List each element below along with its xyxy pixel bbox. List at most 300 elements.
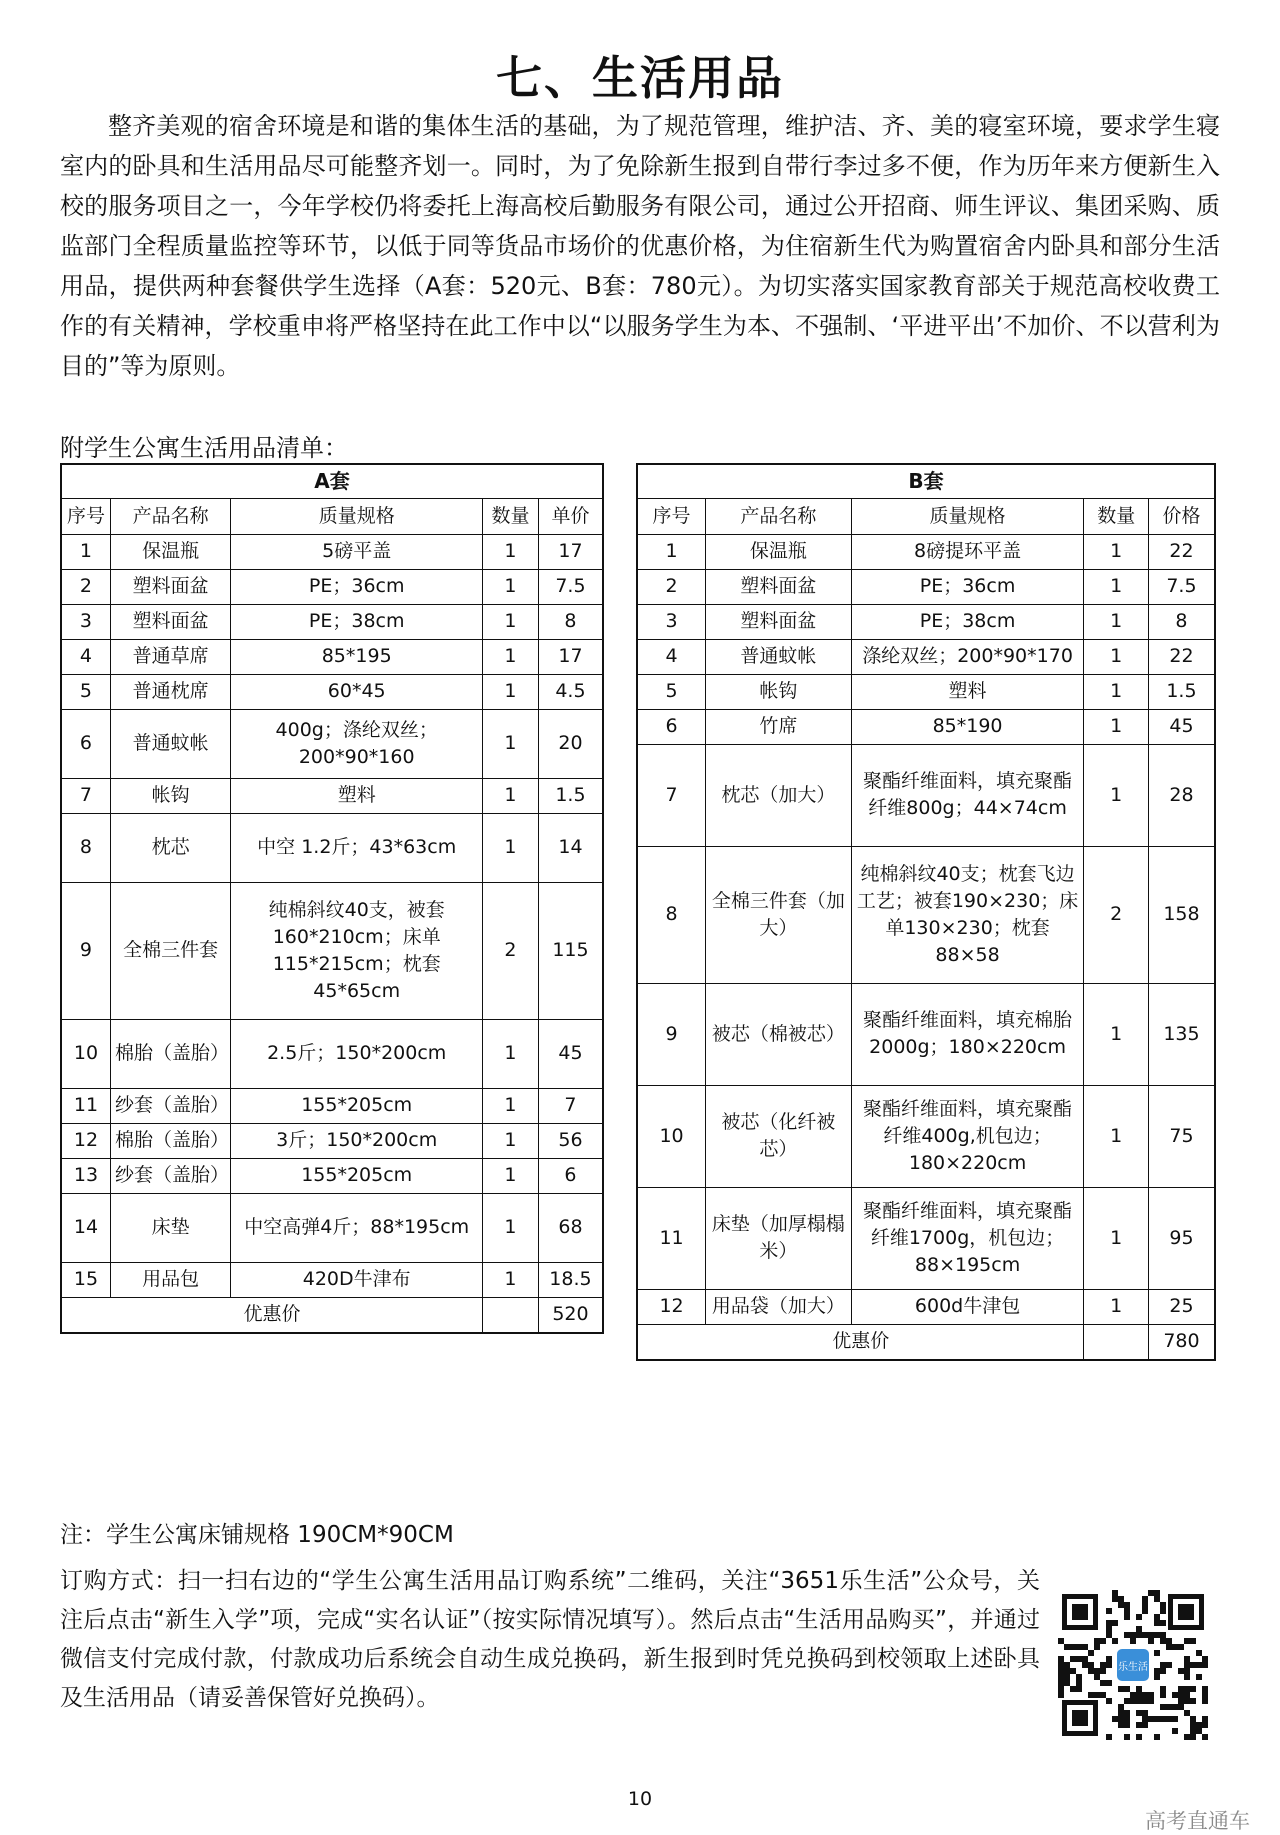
qr-module	[1088, 1668, 1094, 1674]
qr-module	[1082, 1662, 1088, 1668]
qr-module	[1190, 1698, 1196, 1704]
set-b-cell-name: 塑料面盆	[706, 604, 852, 639]
qr-module	[1088, 1650, 1094, 1656]
set-a-row	[61, 1262, 603, 1297]
set-a-row	[61, 1193, 603, 1262]
set-a-cell-spec: 85*195	[231, 639, 483, 674]
set-b-cell-qty: 1	[1084, 1085, 1148, 1187]
qr-center-logo	[1114, 1646, 1152, 1684]
set-b-cell-qty: 1	[1084, 1289, 1148, 1324]
set-a-cell-qty: 1	[483, 674, 539, 709]
qr-module	[1118, 1602, 1124, 1608]
set-a-row	[61, 639, 603, 674]
qr-module	[1136, 1734, 1142, 1740]
set-b-cell-price: 22	[1148, 534, 1215, 569]
qr-module	[1112, 1716, 1118, 1722]
set-a-header-spec: 质量规格	[231, 498, 483, 534]
qr-module	[1190, 1638, 1196, 1644]
set-b-cell-qty: 1	[1084, 744, 1148, 846]
qr-module	[1142, 1698, 1148, 1704]
qr-module	[1148, 1632, 1154, 1638]
set-b-cell-name: 全棉三件套（加大）	[706, 846, 852, 983]
qr-logo-text: 乐生活	[1118, 1662, 1148, 1673]
list-label: 附学生公寓生活用品清单：	[60, 434, 348, 462]
qr-module	[1160, 1662, 1166, 1668]
qr-module	[1118, 1710, 1124, 1716]
set-a-total-blank	[483, 1297, 539, 1333]
set-a-cell-price: 68	[538, 1193, 603, 1262]
set-b-header-spec: 质量规格	[851, 498, 1084, 534]
qr-module	[1124, 1710, 1130, 1716]
set-a-row	[61, 674, 603, 709]
qr-module	[1202, 1656, 1208, 1662]
set-b-cell-spec: 85*190	[851, 709, 1084, 744]
set-b-cell-no: 5	[637, 674, 706, 709]
set-b-header-no: 序号	[637, 498, 706, 534]
set-b-cell-no: 6	[637, 709, 706, 744]
qr-module	[1154, 1596, 1160, 1602]
qr-module	[1142, 1692, 1148, 1698]
set-a-row	[61, 534, 603, 569]
set-a-cell-price: 7.5	[538, 569, 603, 604]
qr-module	[1154, 1620, 1160, 1626]
set-b-cell-price: 45	[1148, 709, 1215, 744]
qr-module	[1130, 1692, 1136, 1698]
qr-module	[1058, 1638, 1064, 1644]
set-a-row	[61, 1019, 603, 1088]
set-b-cell-name: 塑料面盆	[706, 569, 852, 604]
set-a-header-price: 单价	[538, 498, 603, 534]
set-a-cell-no: 15	[61, 1262, 110, 1297]
qr-module	[1196, 1728, 1202, 1734]
set-a-cell-name: 棉胎（盖胎）	[110, 1019, 230, 1088]
qr-module	[1124, 1722, 1130, 1728]
set-b-cell-qty: 2	[1084, 846, 1148, 983]
set-a-cell-name: 塑料面盆	[110, 569, 230, 604]
qr-module	[1058, 1692, 1064, 1698]
set-b-cell-price: 22	[1148, 639, 1215, 674]
set-a-cell-name: 全棉三件套	[110, 882, 230, 1019]
set-b-body	[637, 534, 1215, 1324]
qr-module	[1118, 1716, 1124, 1722]
qr-module	[1172, 1728, 1178, 1734]
qr-module	[1184, 1656, 1190, 1662]
qr-module	[1184, 1686, 1190, 1692]
set-a-cell-qty: 1	[483, 709, 539, 778]
set-a-cell-spec: 5磅平盖	[231, 534, 483, 569]
qr-module	[1106, 1656, 1112, 1662]
set-a-cell-qty: 1	[483, 1158, 539, 1193]
set-a-cell-no: 2	[61, 569, 110, 604]
set-b-cell-name: 被芯（化纤被芯）	[706, 1085, 852, 1187]
set-a-cell-spec: 纯棉斜纹40支，被套160*210cm；床单115*215cm；枕套45*65cm	[231, 882, 483, 1019]
set-a-cell-spec: 60*45	[231, 674, 483, 709]
set-a-cell-spec: PE；36cm	[231, 569, 483, 604]
qr-module	[1202, 1722, 1208, 1728]
qr-module	[1160, 1668, 1166, 1674]
qr-module	[1064, 1680, 1070, 1686]
qr-module	[1184, 1674, 1190, 1680]
set-b-cell-spec: 聚酯纤维面料，填充聚酯纤维400g,机包边；180×220cm	[851, 1085, 1084, 1187]
set-a-row	[61, 882, 603, 1019]
set-b-cell-no: 11	[637, 1187, 706, 1289]
set-b-cell-spec: PE；38cm	[851, 604, 1084, 639]
set-b-cell-spec: 600d牛津包	[851, 1289, 1084, 1324]
set-a-cell-name: 用品包	[110, 1262, 230, 1297]
qr-module	[1058, 1656, 1064, 1662]
set-b-row	[637, 639, 1215, 674]
qr-module	[1100, 1680, 1106, 1686]
set-a-cell-spec: 2.5斤；150*200cm	[231, 1019, 483, 1088]
set-a-cell-spec: 400g；涤纶双丝；200*90*160	[231, 709, 483, 778]
qr-module	[1178, 1698, 1184, 1704]
qr-module	[1076, 1686, 1082, 1692]
set-a-cell-qty: 1	[483, 1123, 539, 1158]
set-a-header-no: 序号	[61, 498, 110, 534]
set-b-row	[637, 534, 1215, 569]
qr-module	[1202, 1698, 1208, 1704]
qr-module	[1184, 1710, 1190, 1716]
qr-module	[1202, 1692, 1208, 1698]
qr-module	[1178, 1692, 1184, 1698]
bed-size-note: 注：学生公寓床铺规格 190CM*90CM	[60, 1522, 454, 1548]
set-b-cell-no: 2	[637, 569, 706, 604]
set-a-row	[61, 778, 603, 813]
qr-module	[1112, 1596, 1118, 1602]
set-b-total: 780	[1148, 1324, 1215, 1360]
set-a-cell-no: 9	[61, 882, 110, 1019]
set-b-cell-name: 普通蚊帐	[706, 639, 852, 674]
set-b-cell-no: 8	[637, 846, 706, 983]
set-a-cell-price: 7	[538, 1088, 603, 1123]
qr-module	[1136, 1686, 1142, 1692]
set-b-cell-no: 3	[637, 604, 706, 639]
qr-module	[1196, 1650, 1202, 1656]
set-a-cell-price: 56	[538, 1123, 603, 1158]
qr-module	[1172, 1716, 1178, 1722]
qr-code-icon[interactable]	[1058, 1590, 1208, 1740]
set-a-cell-no: 13	[61, 1158, 110, 1193]
set-a-header-qty: 数量	[483, 498, 539, 534]
set-a-cell-spec: 中空高弹4斤；88*195cm	[231, 1193, 483, 1262]
qr-module	[1160, 1632, 1166, 1638]
qr-module	[1130, 1638, 1136, 1644]
qr-module	[1160, 1686, 1166, 1692]
set-b-cell-no: 1	[637, 534, 706, 569]
qr-module	[1106, 1620, 1112, 1626]
set-a-cell-qty: 1	[483, 813, 539, 882]
set-b-cell-name: 床垫（加厚榻榻米）	[706, 1187, 852, 1289]
qr-module	[1106, 1608, 1112, 1614]
set-a-cell-no: 5	[61, 674, 110, 709]
qr-module	[1142, 1722, 1148, 1728]
qr-module	[1076, 1656, 1082, 1662]
qr-module	[1166, 1644, 1172, 1650]
set-b-cell-spec: 聚酯纤维面料，填充聚酯纤维1700g，机包边；88×195cm	[851, 1187, 1084, 1289]
set-a-row	[61, 1158, 603, 1193]
qr-module	[1118, 1686, 1124, 1692]
set-a-cell-name: 纱套（盖胎）	[110, 1088, 230, 1123]
set-a-cell-spec: 3斤；150*200cm	[231, 1123, 483, 1158]
set-b-title: B套	[637, 464, 1215, 498]
qr-module	[1106, 1626, 1112, 1632]
qr-module	[1064, 1674, 1070, 1680]
qr-module	[1190, 1734, 1196, 1740]
qr-module	[1154, 1734, 1160, 1740]
set-a-cell-qty: 1	[483, 1262, 539, 1297]
qr-module	[1076, 1644, 1082, 1650]
qr-module	[1154, 1668, 1160, 1674]
set-a-row	[61, 813, 603, 882]
qr-module	[1112, 1620, 1118, 1626]
set-a-row	[61, 709, 603, 778]
set-b-cell-price: 25	[1148, 1289, 1215, 1324]
qr-module	[1076, 1674, 1082, 1680]
set-a-cell-price: 17	[538, 639, 603, 674]
qr-module	[1106, 1734, 1112, 1740]
qr-module	[1082, 1644, 1088, 1650]
set-a-cell-no: 6	[61, 709, 110, 778]
set-a-cell-no: 8	[61, 813, 110, 882]
set-b-cell-qty: 1	[1084, 1187, 1148, 1289]
qr-module	[1160, 1692, 1166, 1698]
qr-module	[1160, 1716, 1166, 1722]
qr-module	[1148, 1638, 1154, 1644]
qr-module	[1154, 1650, 1160, 1656]
qr-module	[1082, 1656, 1088, 1662]
set-b-row	[637, 744, 1215, 846]
set-a-cell-name: 保温瓶	[110, 534, 230, 569]
set-b-header-price: 价格	[1148, 498, 1215, 534]
set-a-cell-spec: PE；38cm	[231, 604, 483, 639]
set-a-cell-name: 纱套（盖胎）	[110, 1158, 230, 1193]
set-b-cell-spec: 聚酯纤维面料，填充聚酯纤维800g；44×74cm	[851, 744, 1084, 846]
qr-module	[1190, 1716, 1196, 1722]
set-a-cell-spec: 155*205cm	[231, 1088, 483, 1123]
qr-module	[1148, 1698, 1154, 1704]
qr-module	[1106, 1698, 1112, 1704]
qr-module	[1136, 1722, 1142, 1728]
qr-module	[1100, 1692, 1106, 1698]
set-a-cell-qty: 2	[483, 882, 539, 1019]
qr-module	[1190, 1686, 1196, 1692]
set-a-cell-price: 1.5	[538, 778, 603, 813]
set-b-row	[637, 569, 1215, 604]
qr-module	[1076, 1680, 1082, 1686]
qr-finder-bottom-left	[1062, 1700, 1098, 1736]
set-b-cell-spec: 涤纶双丝；200*90*170	[851, 639, 1084, 674]
set-a-cell-spec: 155*205cm	[231, 1158, 483, 1193]
qr-module	[1190, 1728, 1196, 1734]
order-instructions: 订购方式：扫一扫右边的“学生公寓生活用品订购系统”二维码，关注“3651乐生活”公众号，关注后点击“新生入学”项，完成“实名认证”（按实际情况填写）。然后点击“生活用品购买”，并通过微信支付完成付款，付款成功后系统会自动生成兑换码，新生报到时凭兑换码到校领取上述卧具及生活用品（请妥善保管好兑换码）。	[60, 1568, 1040, 1711]
set-a-cell-name: 普通枕席	[110, 674, 230, 709]
set-b-cell-name: 保温瓶	[706, 534, 852, 569]
set-b-cell-qty: 1	[1084, 604, 1148, 639]
qr-module	[1070, 1686, 1076, 1692]
page-number: 10	[627, 1788, 653, 1810]
qr-module	[1112, 1638, 1118, 1644]
qr-module	[1136, 1698, 1142, 1704]
qr-module	[1100, 1668, 1106, 1674]
qr-module	[1094, 1674, 1100, 1680]
qr-module	[1202, 1734, 1208, 1740]
set-b-cell-price: 75	[1148, 1085, 1215, 1187]
qr-module	[1094, 1668, 1100, 1674]
set-b-row	[637, 674, 1215, 709]
qr-module	[1142, 1710, 1148, 1716]
set-a-cell-name: 棉胎（盖胎）	[110, 1123, 230, 1158]
qr-module	[1106, 1662, 1112, 1668]
set-b-cell-name: 枕芯（加大）	[706, 744, 852, 846]
qr-module	[1058, 1668, 1064, 1674]
set-b-cell-spec: 8磅提环平盖	[851, 534, 1084, 569]
qr-module	[1196, 1662, 1202, 1668]
set-a-cell-qty: 1	[483, 1193, 539, 1262]
set-b-header-qty: 数量	[1084, 498, 1148, 534]
qr-module	[1124, 1686, 1130, 1692]
set-a-row	[61, 604, 603, 639]
set-a-cell-price: 8	[538, 604, 603, 639]
set-b-cell-spec: PE；36cm	[851, 569, 1084, 604]
set-b-cell-qty: 1	[1084, 709, 1148, 744]
qr-module	[1124, 1614, 1130, 1620]
set-a-cell-price: 17	[538, 534, 603, 569]
qr-module	[1166, 1716, 1172, 1722]
qr-module	[1070, 1656, 1076, 1662]
set-b-cell-no: 12	[637, 1289, 706, 1324]
set-a-cell-no: 3	[61, 604, 110, 639]
qr-module	[1184, 1698, 1190, 1704]
set-b-cell-qty: 1	[1084, 674, 1148, 709]
set-a-cell-price: 4.5	[538, 674, 603, 709]
set-b-cell-name: 竹席	[706, 709, 852, 744]
qr-module	[1058, 1686, 1064, 1692]
qr-module	[1136, 1692, 1142, 1698]
qr-module	[1142, 1602, 1148, 1608]
set-b-row	[637, 1085, 1215, 1187]
set-b-cell-spec: 纯棉斜纹40支；枕套飞边工艺；被套190×230；床单130×230；枕套88×58	[851, 846, 1084, 983]
qr-module	[1196, 1722, 1202, 1728]
set-a-cell-no: 14	[61, 1193, 110, 1262]
qr-module	[1100, 1638, 1106, 1644]
qr-module	[1202, 1716, 1208, 1722]
set-b-row	[637, 709, 1215, 744]
set-b-cell-no: 7	[637, 744, 706, 846]
qr-module	[1154, 1632, 1160, 1638]
set-b-cell-no: 10	[637, 1085, 706, 1187]
qr-module	[1124, 1716, 1130, 1722]
set-a-cell-name: 普通蚊帐	[110, 709, 230, 778]
set-a-total: 520	[538, 1297, 603, 1333]
qr-module	[1142, 1596, 1148, 1602]
qr-module	[1184, 1692, 1190, 1698]
set-b-row	[637, 1187, 1215, 1289]
qr-module	[1160, 1608, 1166, 1614]
set-a-cell-spec: 420D牛津布	[231, 1262, 483, 1297]
watermark: 高考直通车	[1145, 1809, 1250, 1833]
set-a-cell-price: 20	[538, 709, 603, 778]
qr-module	[1202, 1686, 1208, 1692]
qr-module	[1148, 1716, 1154, 1722]
qr-module	[1190, 1722, 1196, 1728]
qr-module	[1160, 1620, 1166, 1626]
set-a-cell-qty: 1	[483, 604, 539, 639]
set-a-cell-qty: 1	[483, 1088, 539, 1123]
set-b-cell-price: 28	[1148, 744, 1215, 846]
set-b-total-blank	[1084, 1324, 1148, 1360]
intro-paragraph: 整齐美观的宿舍环境是和谐的集体生活的基础，为了规范管理，维护洁、齐、美的寝室环境，要求学生寝室内的卧具和生活用品尽可能整齐划一。同时，为了免除新生报到自带行李过多不便，作为历年来方便新生入校的服务项目之一，今年学校仍将委托上海高校后勤服务有限公司，通过公开招商、师生评议、集团采购、质监部门全程质量监控等环节，以低于同等货品市场价的优惠价格，为住宿新生代为购置宿舍内卧具和部分生活用品，提供两种套餐供学生选择（A套：520元、B套：780元）。为切实落实国家教育部关于规范高校收费工作的有关精神，学校重申将严格坚持在此工作中以“以服务学生为本、不强制、‘平进平出’不加价、不以营利为目的”等为原则。	[60, 112, 1220, 380]
set-b-table	[636, 463, 1216, 1361]
qr-module	[1142, 1608, 1148, 1614]
set-b-cell-price: 7.5	[1148, 569, 1215, 604]
set-a-cell-no: 4	[61, 639, 110, 674]
qr-module	[1124, 1734, 1130, 1740]
set-a-cell-spec: 塑料	[231, 778, 483, 813]
qr-module	[1142, 1632, 1148, 1638]
qr-module	[1124, 1602, 1130, 1608]
qr-module	[1160, 1638, 1166, 1644]
set-b-cell-price: 158	[1148, 846, 1215, 983]
qr-module	[1070, 1668, 1076, 1674]
qr-module	[1148, 1692, 1154, 1698]
qr-finder-top-right	[1168, 1594, 1204, 1630]
qr-module	[1064, 1668, 1070, 1674]
qr-module	[1184, 1668, 1190, 1674]
qr-module	[1178, 1644, 1184, 1650]
qr-module	[1064, 1662, 1070, 1668]
set-a-cell-price: 18.5	[538, 1262, 603, 1297]
set-b-cell-name: 帐钩	[706, 674, 852, 709]
qr-module	[1190, 1662, 1196, 1668]
set-b-cell-qty: 1	[1084, 534, 1148, 569]
qr-module	[1184, 1734, 1190, 1740]
set-a-row	[61, 569, 603, 604]
qr-module	[1130, 1632, 1136, 1638]
qr-module	[1094, 1638, 1100, 1644]
set-a-total-label: 优惠价	[61, 1297, 483, 1333]
qr-module	[1058, 1674, 1064, 1680]
qr-module	[1088, 1692, 1094, 1698]
qr-module	[1178, 1704, 1184, 1710]
qr-module	[1136, 1614, 1142, 1620]
qr-module	[1178, 1668, 1184, 1674]
set-a-cell-no: 7	[61, 778, 110, 813]
set-b-cell-name: 用品袋（加大）	[706, 1289, 852, 1324]
set-b-cell-price: 8	[1148, 604, 1215, 639]
set-a-cell-name: 床垫	[110, 1193, 230, 1262]
set-a-row	[61, 1123, 603, 1158]
set-b-cell-no: 4	[637, 639, 706, 674]
set-a-cell-no: 1	[61, 534, 110, 569]
qr-module	[1136, 1632, 1142, 1638]
set-b-cell-price: 95	[1148, 1187, 1215, 1289]
set-b-cell-price: 1.5	[1148, 674, 1215, 709]
qr-module	[1166, 1704, 1172, 1710]
set-a-cell-name: 枕芯	[110, 813, 230, 882]
qr-module	[1154, 1614, 1160, 1620]
qr-module	[1058, 1662, 1064, 1668]
qr-module	[1112, 1590, 1118, 1596]
set-b-cell-spec: 聚酯纤维面料，填充棉胎2000g；180×220cm	[851, 983, 1084, 1085]
set-a-cell-qty: 1	[483, 569, 539, 604]
qr-module	[1130, 1698, 1136, 1704]
set-a-cell-no: 12	[61, 1123, 110, 1158]
qr-module	[1154, 1674, 1160, 1680]
set-a-table	[60, 463, 604, 1334]
qr-module	[1160, 1602, 1166, 1608]
qr-module	[1106, 1680, 1112, 1686]
qr-module	[1202, 1662, 1208, 1668]
